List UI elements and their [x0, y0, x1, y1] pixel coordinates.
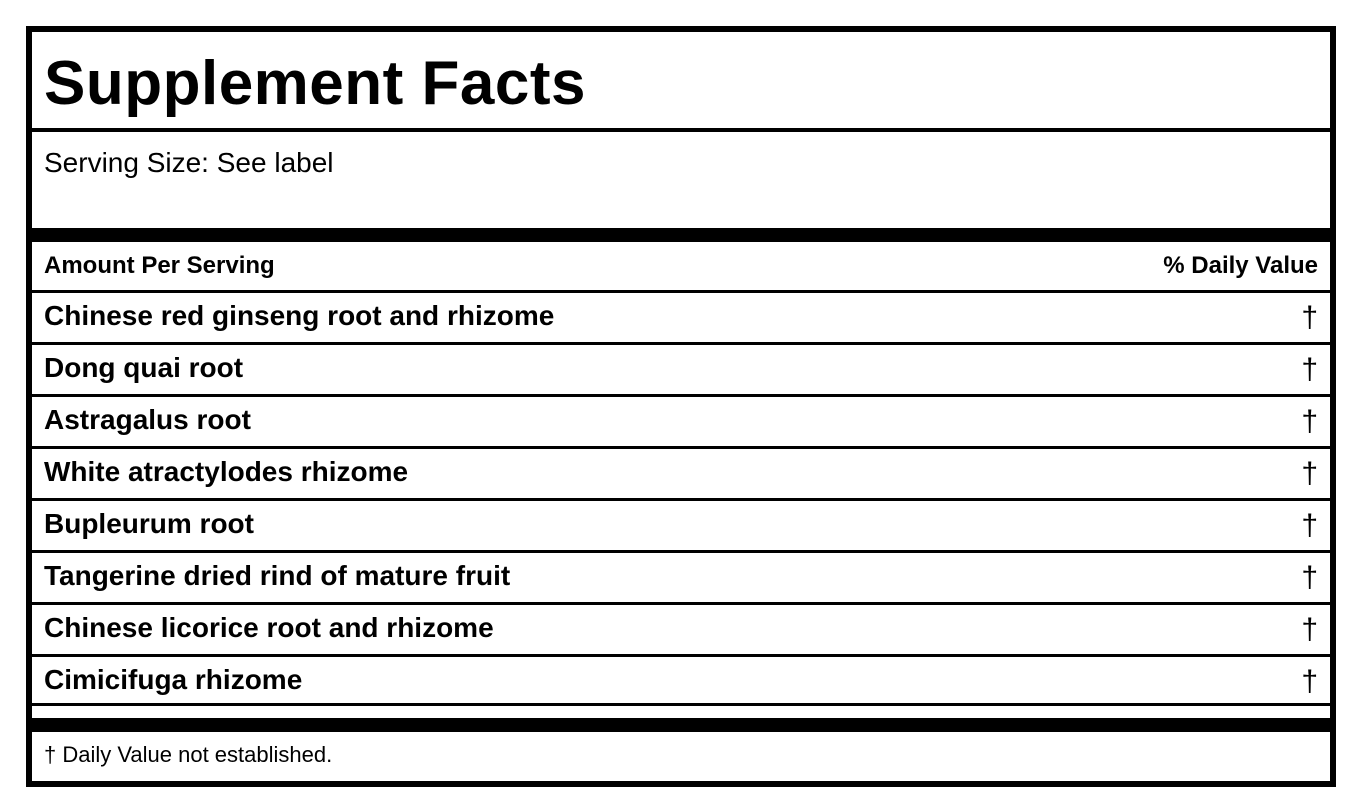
ingredient-row	[32, 290, 1330, 342]
ingredient-name: Dong quai root	[44, 352, 244, 383]
ingredient-daily-value: †	[1301, 301, 1318, 334]
thick-divider-bottom	[32, 718, 1330, 732]
ingredient-daily-value: †	[1301, 353, 1318, 386]
ingredient-row	[32, 654, 1330, 706]
ingredient-daily-value: †	[1301, 665, 1318, 698]
ingredient-name: Chinese red ginseng root and rhizome	[44, 300, 555, 331]
ingredient-row	[32, 394, 1330, 446]
supplement-facts-panel	[26, 26, 1336, 787]
ingredient-name: Tangerine dried rind of mature fruit	[44, 560, 511, 591]
ingredient-row	[32, 342, 1330, 394]
ingredient-list	[32, 290, 1330, 706]
title-row	[32, 32, 1330, 128]
ingredient-row	[32, 602, 1330, 654]
ingredient-daily-value: †	[1301, 457, 1318, 490]
ingredient-daily-value: †	[1301, 405, 1318, 438]
panel-title: Supplement Facts	[44, 49, 586, 118]
ingredient-name: Cimicifuga rhizome	[44, 664, 303, 695]
title-divider	[32, 128, 1330, 132]
thick-divider-top	[32, 228, 1330, 242]
ingredient-row	[32, 498, 1330, 550]
amount-header-row	[32, 243, 1330, 289]
ingredient-name: Chinese licorice root and rhizome	[44, 612, 494, 643]
ingredient-daily-value: †	[1301, 509, 1318, 542]
ingredient-daily-value: †	[1301, 613, 1318, 646]
ingredient-name: White atractylodes rhizome	[44, 456, 409, 487]
ingredient-daily-value: †	[1301, 561, 1318, 594]
ingredient-name: Bupleurum root	[44, 508, 254, 539]
ingredient-row	[32, 550, 1330, 602]
footnote: † Daily Value not established.	[44, 742, 333, 767]
daily-value-heading: % Daily Value	[1163, 252, 1318, 279]
serving-size: Serving Size: See label	[44, 147, 334, 178]
ingredient-name: Astragalus root	[44, 404, 251, 435]
ingredient-row	[32, 446, 1330, 498]
amount-per-serving-heading: Amount Per Serving	[44, 252, 275, 279]
